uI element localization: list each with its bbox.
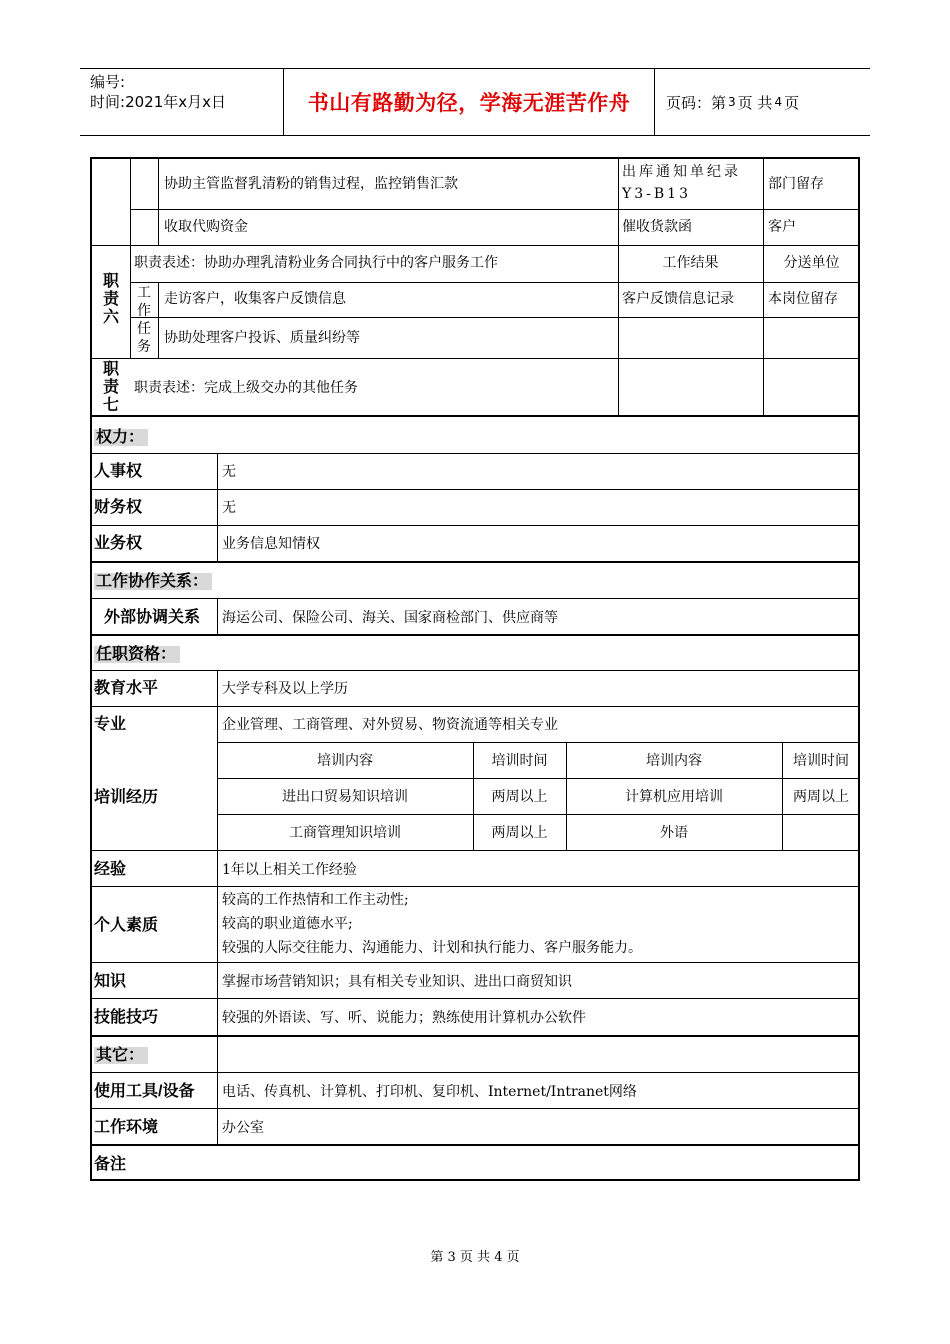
duty6-dest-1: 本岗位留存 xyxy=(768,291,838,307)
authority-label-business: 业务权 xyxy=(94,535,143,552)
skill-value: 较强的外语读、写、听、说能力；熟练使用计算机办公软件 xyxy=(222,1010,586,1026)
training-header-content-1: 培训内容 xyxy=(317,753,373,769)
training-cell: 计算机应用培训 xyxy=(625,789,723,805)
duty6-desc: 职责表述：协助办理乳清粉业务合同执行中的客户服务工作 xyxy=(134,255,498,271)
duty6-result-1: 客户反馈信息记录 xyxy=(622,291,734,307)
duty6-task-1: 走访客户，收集客户反馈信息 xyxy=(164,291,346,307)
quality-line-2: 较高的职业道德水平; xyxy=(222,916,353,932)
number-label: 编号: xyxy=(90,73,126,91)
quality-label: 个人素质 xyxy=(94,917,159,934)
education-value: 大学专科及以上学历 xyxy=(222,681,348,697)
authority-title: 权力： xyxy=(94,429,148,446)
training-cell: 外语 xyxy=(660,825,688,841)
duty6-label: 职责六 xyxy=(102,273,119,326)
training-cell: 两周以上 xyxy=(491,825,548,841)
duty-dest-1: 部门留存 xyxy=(768,176,824,192)
authority-value-finance: 无 xyxy=(222,500,236,516)
other-title: 其它： xyxy=(94,1047,148,1064)
relations-title: 工作协作关系： xyxy=(94,573,212,590)
date-text: 2021年x月x日 xyxy=(125,93,226,111)
job-description-table xyxy=(90,157,860,1181)
page-header xyxy=(80,68,870,136)
duty6-task-2: 协助处理客户投诉、质量纠纷等 xyxy=(164,330,360,346)
knowledge-label: 知识 xyxy=(94,973,127,990)
duty7-label: 职责七 xyxy=(102,361,119,414)
motto: 书山有路勤为径，学海无涯苦作舟 xyxy=(283,69,655,135)
tools-label: 使用工具/设备 xyxy=(94,1083,195,1100)
knowledge-value: 掌握市场营销知识；具有相关专业知识、进出口商贸知识 xyxy=(222,974,572,990)
env-label: 工作环境 xyxy=(94,1119,159,1136)
time-label: 时间: xyxy=(90,93,126,111)
tools-value: 电话、传真机、计算机、打印机、复印机、Internet/Intranet网络 xyxy=(222,1084,637,1100)
dest-header: 分送单位 xyxy=(783,255,840,271)
page-footer: 第 3 页 共 4 页 xyxy=(430,1250,520,1265)
training-cell: 两周以上 xyxy=(491,789,548,805)
major-value: 企业管理、工商管理、对外贸易、物资流通等相关专业 xyxy=(222,717,558,733)
education-label: 教育水平 xyxy=(94,680,159,697)
authority-label-hr: 人事权 xyxy=(94,463,143,480)
duty-result-2: 催收货款函 xyxy=(622,219,692,235)
training-header-time-2: 培训时间 xyxy=(793,753,849,769)
training-header-content-2: 培训内容 xyxy=(646,753,702,769)
relations-value: 海运公司、保险公司、海关、国家商检部门、供应商等 xyxy=(222,610,558,626)
training-cell: 进出口贸易知识培训 xyxy=(282,789,408,805)
training-header-time-1: 培训时间 xyxy=(491,753,548,769)
training-cell: 两周以上 xyxy=(793,789,849,805)
training-cell: 工商管理知识培训 xyxy=(289,825,401,841)
duty7-desc: 职责表述：完成上级交办的其他任务 xyxy=(134,380,358,396)
experience-value: 1年以上相关工作经验 xyxy=(222,862,357,878)
quality-line-3: 较强的人际交往能力、沟通能力、计划和执行能力、客户服务能力。 xyxy=(222,940,642,956)
duty-task-2: 收取代购资金 xyxy=(164,219,248,235)
authority-label-finance: 财务权 xyxy=(94,499,143,516)
major-label: 专业 xyxy=(94,716,127,733)
quality-line-1: 较高的工作热情和工作主动性; xyxy=(222,892,409,908)
relations-label: 外部协调关系 xyxy=(104,609,201,626)
authority-value-business: 业务信息知情权 xyxy=(222,536,320,552)
result-header: 工作结果 xyxy=(662,255,719,271)
duty-task-1: 协助主管监督乳清粉的销售过程，监控销售汇款 xyxy=(164,176,458,192)
remark-label: 备注 xyxy=(94,1156,127,1173)
page-number: 页码：第 3 页 共 4 页 xyxy=(666,93,800,112)
training-label: 培训经历 xyxy=(94,789,159,806)
duty-dest-2: 客户 xyxy=(768,219,796,235)
duty-result-1: 出库通知单纪录Y3-B13 xyxy=(622,164,741,202)
qualifications-title: 任职资格： xyxy=(94,646,180,663)
authority-value-hr: 无 xyxy=(222,464,236,480)
header-info xyxy=(80,69,283,135)
work-task-label: 工作任务 xyxy=(137,285,151,355)
env-value: 办公室 xyxy=(222,1120,264,1136)
experience-label: 经验 xyxy=(94,861,127,878)
skill-label: 技能技巧 xyxy=(94,1009,159,1026)
